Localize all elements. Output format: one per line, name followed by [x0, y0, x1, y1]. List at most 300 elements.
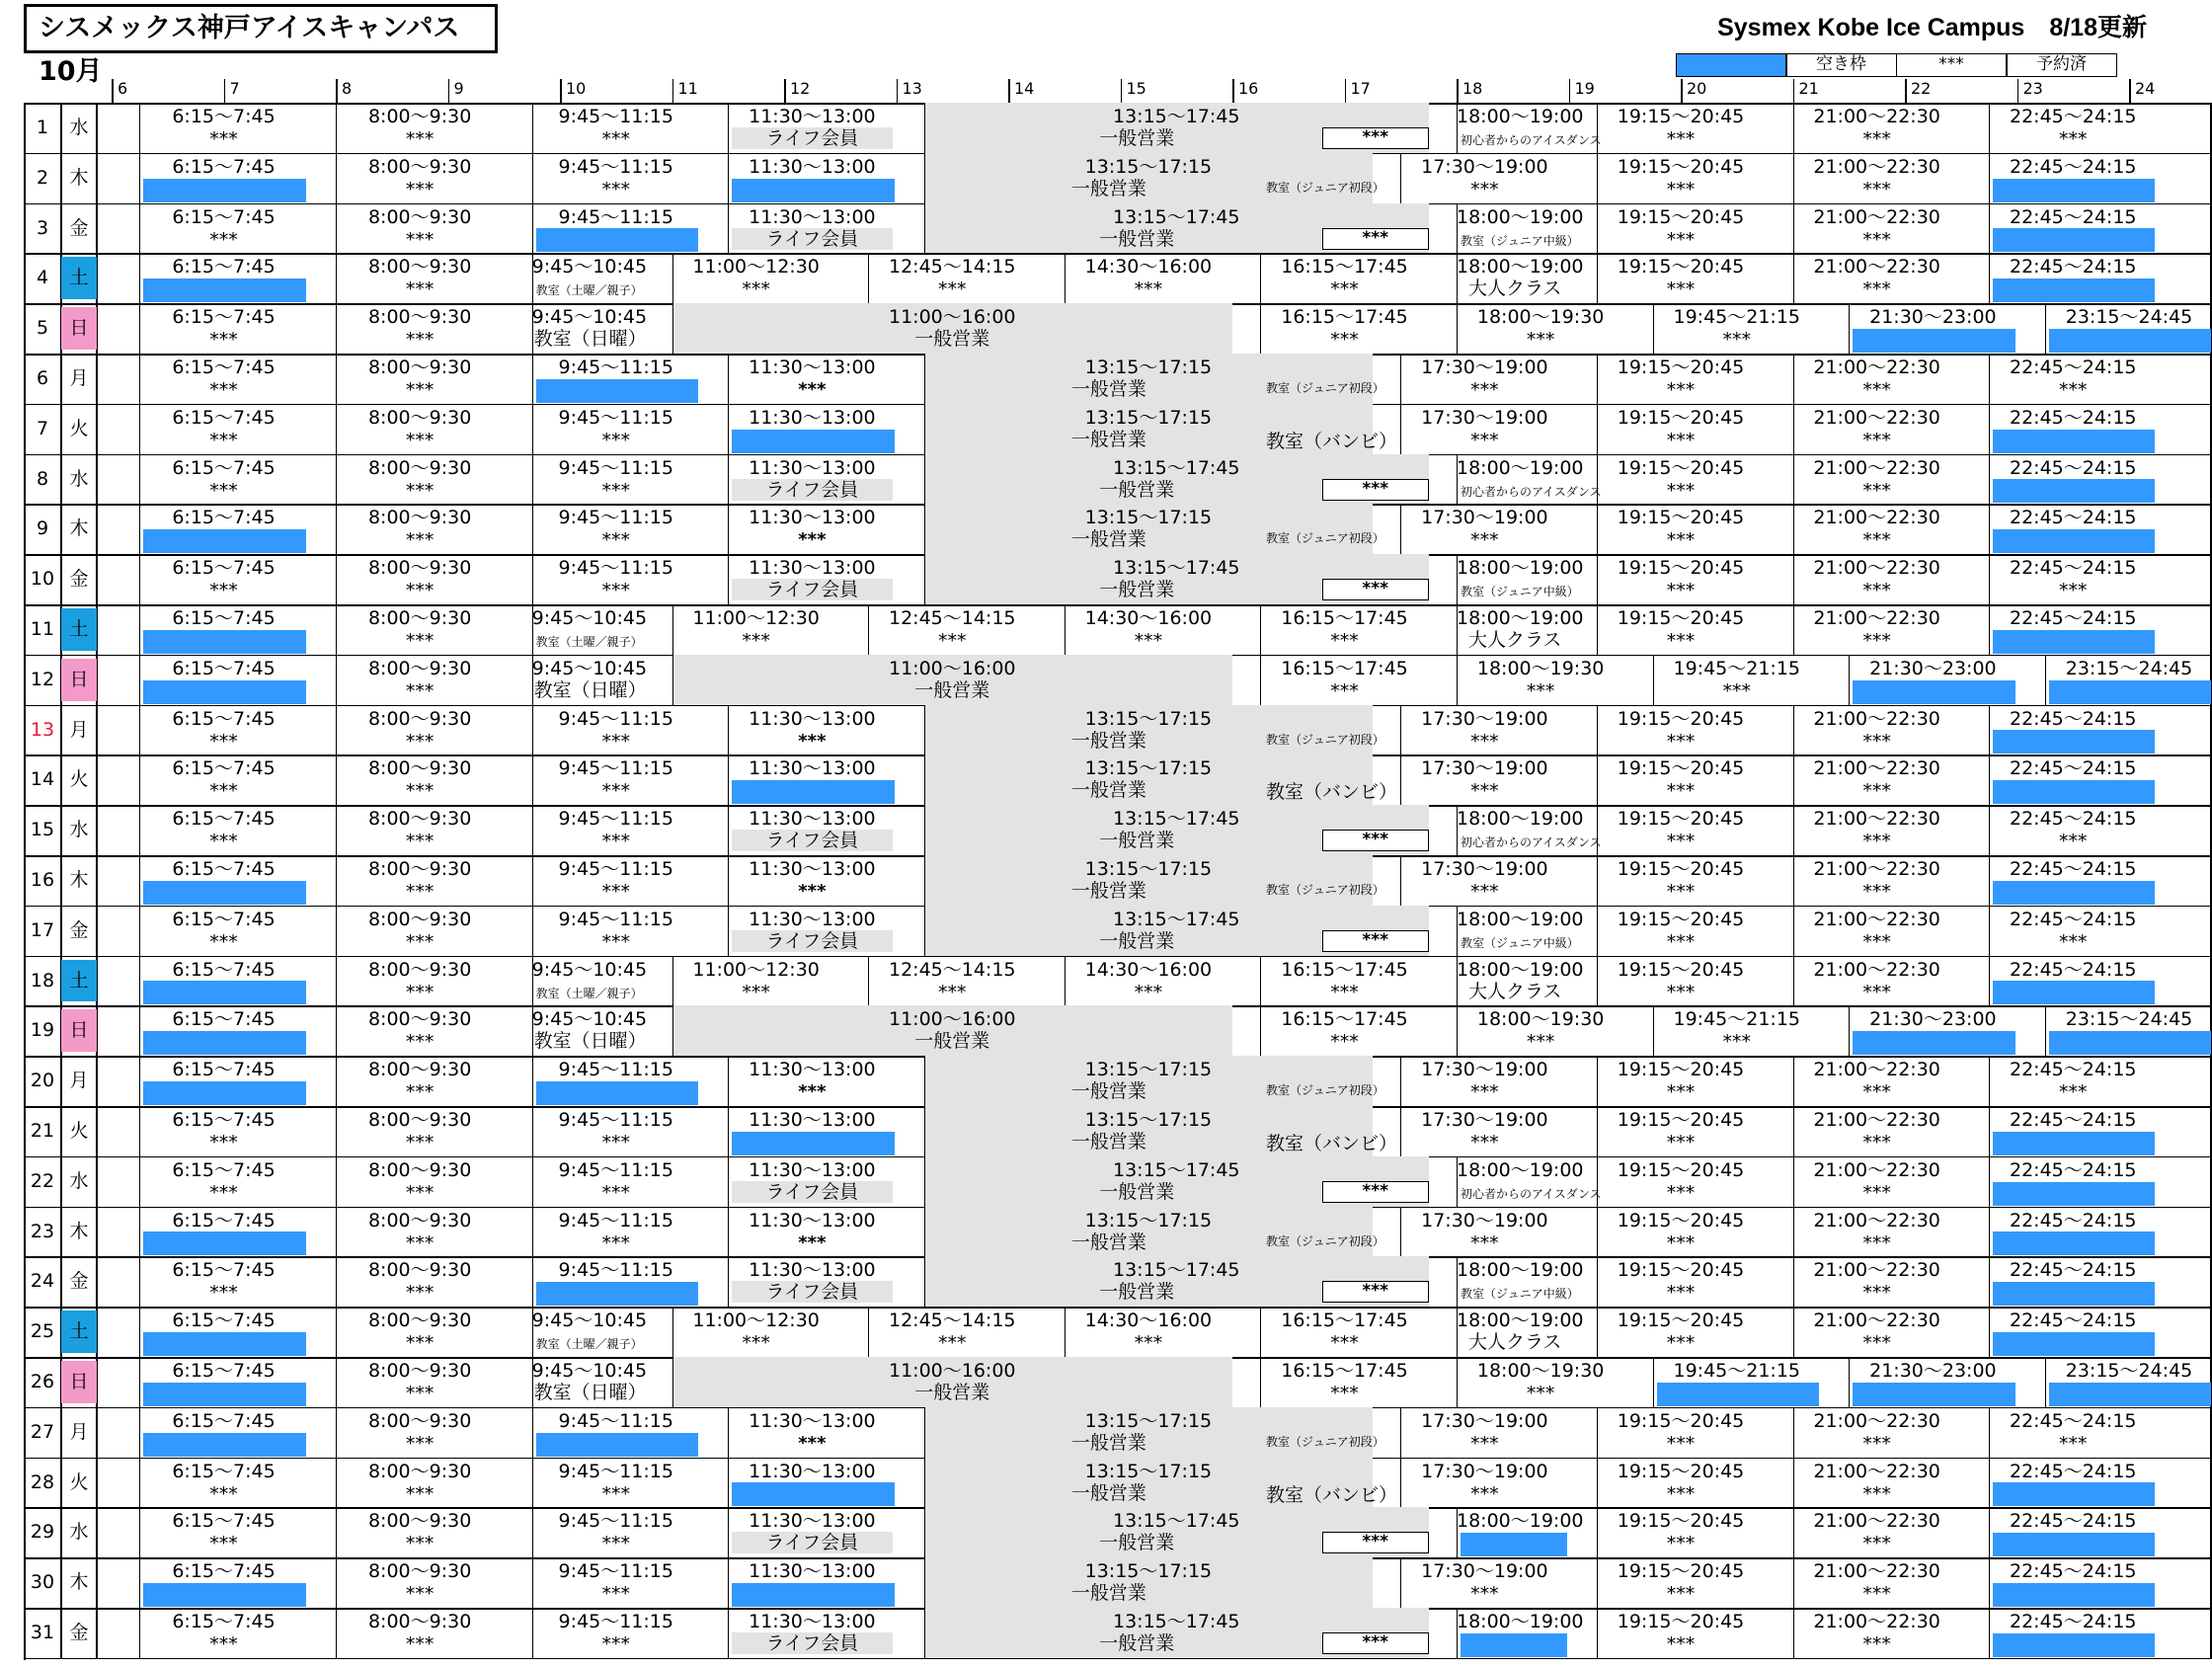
booked-bar	[1993, 1332, 2155, 1356]
slot-stars: ***	[1666, 981, 1696, 1003]
slot-time: 8:00～9:30	[367, 757, 472, 780]
slot-time: 8:00～9:30	[367, 1360, 472, 1382]
slot-time: 6:15～7:45	[172, 306, 276, 329]
slot-stars: ***	[2059, 831, 2088, 853]
slot-time: 9:45～11:15	[558, 1460, 673, 1482]
day-of-week: 金	[69, 918, 89, 941]
slot-time: 17:30～19:00	[1421, 406, 1548, 429]
slot-time: 21:00～22:30	[1813, 1259, 1940, 1282]
slot-time: 11:30～13:00	[749, 1158, 876, 1181]
slot-time: 11:00～12:30	[692, 256, 820, 278]
slot-stars: ***	[938, 1332, 967, 1355]
slot-time: 18:00～19:30	[1476, 1360, 1605, 1382]
hour-tick-line	[336, 79, 338, 103]
booked-bar	[1993, 1583, 2155, 1607]
booked-bar	[1993, 981, 2155, 1004]
slot-time: 22:45～24:15	[2009, 557, 2137, 580]
general-label: 一般営業	[1099, 1281, 1175, 1304]
general-label: 一般営業	[1099, 478, 1175, 501]
booked-bar	[732, 430, 894, 453]
slot-stars: ***	[742, 981, 770, 1003]
slot-time: 19:45～21:15	[1673, 1360, 1800, 1382]
slot-stars: ***	[1666, 178, 1696, 200]
slot-stars: ***	[1666, 630, 1696, 652]
slot-stars: ***	[209, 228, 238, 251]
slot-time: 11:00～16:00	[888, 1360, 1016, 1382]
class-label: 大人クラス	[1468, 980, 1562, 1002]
booked-bar	[732, 1583, 894, 1607]
slot-time: 6:15～7:45	[172, 1510, 276, 1533]
general-label: 一般営業	[1070, 528, 1146, 551]
slot-time: 19:15～20:45	[1617, 958, 1745, 981]
general-label: 一般営業	[914, 678, 990, 701]
day-of-week: 土	[61, 257, 97, 299]
slot-time: 8:00～9:30	[367, 557, 472, 580]
slot-stars: ***	[405, 429, 434, 451]
general-label: 一般営業	[1070, 378, 1146, 400]
slot-stars: ***	[742, 1332, 770, 1355]
slot-stars: ***	[1862, 580, 1891, 602]
slot-time: 11:00～12:30	[692, 958, 820, 981]
slot-stars: ***	[1862, 1432, 1891, 1455]
slot-time: 19:15～20:45	[1617, 1409, 1745, 1432]
slot-time: 22:45～24:15	[2009, 357, 2137, 378]
booked-bar	[1853, 329, 2014, 353]
slot-time: 6:15～7:45	[172, 507, 276, 529]
slot-time: 21:00～22:30	[1813, 1209, 1940, 1231]
slot-time: 9:45～11:15	[558, 1560, 673, 1583]
slot-time: 11:30～13:00	[749, 707, 876, 730]
hour-tick: 7	[229, 79, 240, 98]
slot-stars: ***	[1666, 479, 1696, 502]
slot-stars: ***	[1470, 379, 1499, 401]
slot-stars: ***	[742, 630, 770, 652]
slot-time: 22:45～24:15	[2009, 1109, 2137, 1131]
hour-tick: 21	[1798, 79, 1819, 98]
slot-time: 9:45～11:15	[558, 406, 673, 429]
class-label: 大人クラス	[1468, 278, 1562, 300]
day-number: 1	[36, 117, 49, 138]
slot-time: 6:15～7:45	[172, 1409, 276, 1432]
slot-time: 6:15～7:45	[172, 106, 276, 127]
hour-tick: 6	[118, 79, 128, 98]
slot-time: 13:15～17:45	[1112, 205, 1240, 228]
hour-tick-line	[1681, 79, 1683, 103]
slot-time: 11:30～13:00	[749, 908, 876, 930]
slot-time: 6:15～7:45	[172, 1259, 276, 1282]
booked-bar	[536, 1282, 698, 1306]
slot-time: 6:15～7:45	[172, 1310, 276, 1332]
slot-time: 9:45～11:15	[558, 858, 673, 880]
slot-stars: ***	[601, 178, 630, 200]
reserved-box: ***	[1322, 830, 1429, 851]
slot-stars: ***	[405, 780, 434, 803]
slot-time: 6:15～7:45	[172, 205, 276, 228]
class-label: 初心者からのアイスダンス	[1461, 1186, 1602, 1201]
slot-stars: ***	[938, 278, 967, 301]
booked-bar	[1853, 680, 2014, 704]
booked-bar	[1853, 1383, 2014, 1406]
slot-stars: ***	[1470, 429, 1499, 451]
day-number: 26	[30, 1371, 55, 1392]
slot-stars: ***	[1526, 1383, 1555, 1404]
slot-time: 8:00～9:30	[367, 1310, 472, 1332]
slot-stars: ***	[405, 1633, 434, 1655]
slot-stars: ***	[1862, 1583, 1891, 1606]
slot-time: 19:15～20:45	[1617, 707, 1745, 730]
slot-time: 16:15～17:45	[1281, 657, 1408, 679]
slot-time: 8:00～9:30	[367, 858, 472, 880]
class-label: 教室（ジュニア中級）	[1461, 935, 1579, 950]
class-label: 初心者からのアイスダンス	[1461, 484, 1602, 499]
slot-time: 21:00～22:30	[1813, 1109, 1940, 1131]
slot-time: 9:45～10:45	[531, 1008, 648, 1031]
slot-stars: ***	[1330, 679, 1359, 702]
slot-stars: ***	[1862, 228, 1891, 251]
day-number: 15	[30, 819, 55, 841]
slot-time: 6:15～7:45	[172, 1158, 276, 1181]
slot-stars: ***	[1470, 881, 1499, 903]
booked-bar	[732, 780, 894, 804]
booked-bar	[1993, 630, 2155, 654]
slot-stars: ***	[405, 529, 434, 552]
slot-stars: ***	[1862, 1282, 1891, 1305]
slot-time: 22:45～24:15	[2009, 1259, 2137, 1282]
slot-time: 8:00～9:30	[367, 707, 472, 730]
slot-time: 8:00～9:30	[367, 808, 472, 831]
slot-time: 22:45～24:15	[2009, 106, 2137, 127]
slot-time: 9:45～10:45	[531, 306, 648, 329]
day-of-week: 火	[69, 768, 89, 791]
day-of-week: 日	[61, 659, 97, 701]
slot-stars: ***	[209, 930, 238, 953]
slot-time: 19:15～20:45	[1617, 1510, 1745, 1533]
day-of-week: 日	[61, 1009, 97, 1052]
slot-time: 11:30～13:00	[749, 1209, 876, 1231]
slot-stars: ***	[1470, 780, 1499, 803]
slot-stars: ***	[1470, 1583, 1499, 1606]
slot-stars: ***	[798, 881, 827, 902]
hour-tick-line	[672, 79, 674, 103]
slot-stars: ***	[405, 630, 434, 652]
day-number: 27	[30, 1420, 55, 1443]
slot-time: 22:45～24:15	[2009, 1310, 2137, 1332]
slot-time: 9:45～10:45	[531, 1310, 648, 1332]
slot-stars: ***	[2059, 930, 2088, 953]
slot-stars: ***	[601, 479, 630, 502]
slot-time: 13:15～17:45	[1112, 808, 1240, 831]
slot-time: 8:00～9:30	[367, 1560, 472, 1583]
slot-time: 9:45～11:15	[558, 757, 673, 780]
slot-time: 21:00～22:30	[1813, 808, 1940, 831]
day-of-week: 火	[69, 1120, 89, 1142]
slot-stars: ***	[1722, 329, 1751, 352]
slot-time: 21:00～22:30	[1813, 256, 1940, 278]
slot-stars: ***	[601, 1633, 630, 1655]
hour-tick-line	[784, 79, 786, 103]
slot-time: 9:45～11:15	[558, 557, 673, 580]
day-number: 16	[30, 869, 55, 891]
slot-time: 18:00～19:00	[1457, 808, 1584, 831]
slot-time: 8:00～9:30	[367, 1611, 472, 1632]
class-label: 初心者からのアイスダンス	[1461, 133, 1602, 147]
slot-time: 6:15～7:45	[172, 757, 276, 780]
slot-time: 22:45～24:15	[2009, 155, 2137, 178]
booked-bar	[536, 1433, 698, 1457]
slot-time: 19:15～20:45	[1617, 1059, 1745, 1081]
slot-time: 8:00～9:30	[367, 657, 472, 679]
class-label: 教室（ジュニア初段）	[1266, 1233, 1384, 1248]
general-label: 一般営業	[1099, 1532, 1175, 1554]
slot-stars: ***	[1722, 1031, 1751, 1054]
slot-time: 17:30～19:00	[1421, 1409, 1548, 1432]
slot-time: 18:00～19:00	[1457, 205, 1584, 228]
slot-stars: ***	[209, 1482, 238, 1505]
slot-time: 23:15～24:45	[2065, 1008, 2193, 1031]
booked-bar	[1993, 179, 2155, 202]
slot-stars: ***	[209, 128, 238, 150]
slot-stars: ***	[1666, 580, 1696, 602]
reserved-box: ***	[1322, 1281, 1429, 1303]
slot-time: 6:15～7:45	[172, 357, 276, 378]
booked-bar	[2049, 680, 2211, 704]
slot-time: 14:30～16:00	[1084, 256, 1213, 278]
day-of-week: 土	[61, 960, 97, 1002]
day-of-week: 月	[69, 1420, 89, 1443]
slot-time: 19:15～20:45	[1617, 357, 1745, 378]
booked-bar	[143, 680, 305, 704]
reserved-box: ***	[1322, 579, 1429, 600]
slot-stars: ***	[601, 429, 630, 451]
slot-stars: ***	[1470, 1432, 1499, 1455]
booked-bar	[143, 1231, 305, 1255]
row-line	[24, 1658, 2212, 1660]
booked-bar	[143, 981, 305, 1004]
day-number: 22	[30, 1169, 55, 1192]
slot-time: 22:45～24:15	[2009, 607, 2137, 629]
hour-tick: 22	[1911, 79, 1932, 98]
slot-stars: ***	[1862, 1231, 1891, 1254]
slot-time: 21:30～23:00	[1869, 657, 1997, 679]
slot-time: 21:00～22:30	[1813, 507, 1940, 529]
slot-time: 6:15～7:45	[172, 607, 276, 629]
general-label: 一般営業	[1099, 830, 1175, 852]
slot-time: 21:00～22:30	[1813, 757, 1940, 780]
booked-bar	[536, 379, 698, 403]
slot-time: 19:15～20:45	[1617, 1158, 1745, 1181]
slot-time: 22:45～24:15	[2009, 1611, 2137, 1632]
hour-tick-line	[897, 79, 899, 103]
slot-stars: ***	[798, 1231, 827, 1253]
booked-bar	[1993, 881, 2155, 905]
life-label: ライフ会員	[765, 1532, 859, 1554]
slot-time: 11:00～12:30	[692, 607, 820, 629]
slot-time: 9:45～11:15	[558, 456, 673, 479]
slot-time: 17:30～19:00	[1421, 1560, 1548, 1583]
day-number: 14	[30, 768, 55, 791]
slot-time: 11:30～13:00	[749, 456, 876, 479]
slot-stars: ***	[1526, 679, 1555, 702]
general-label: 一般営業	[1070, 428, 1146, 450]
class-label: 教室（日曜）	[533, 678, 647, 701]
slot-stars: ***	[2059, 580, 2088, 602]
class-label: 教室（ジュニア初段）	[1266, 381, 1384, 395]
day-number: 2	[36, 166, 49, 189]
slot-stars: ***	[405, 881, 434, 903]
class-label: 教室（ジュニア初段）	[1266, 1434, 1384, 1449]
slot-time: 22:45～24:15	[2009, 1560, 2137, 1583]
slot-stars: ***	[405, 930, 434, 953]
slot-stars: ***	[1666, 1081, 1696, 1104]
booked-bar	[1993, 1533, 2155, 1556]
slot-time: 18:00～19:00	[1457, 908, 1584, 930]
day-number: 28	[30, 1470, 55, 1493]
booked-bar	[1993, 479, 2155, 503]
general-label: 一般営業	[1099, 579, 1175, 601]
slot-time: 9:45～11:15	[558, 106, 673, 127]
slot-time: 6:15～7:45	[172, 1008, 276, 1031]
day-number: 6	[36, 367, 49, 389]
slot-time: 6:15～7:45	[172, 456, 276, 479]
reserved-box: ***	[1322, 228, 1429, 250]
general-label: 一般営業	[1099, 127, 1175, 149]
class-label: 教室（ジュニア初段）	[1266, 180, 1384, 195]
slot-time: 9:45～11:15	[558, 908, 673, 930]
slot-stars: ***	[1470, 730, 1499, 753]
class-label: 教室（ジュニア初段）	[1266, 883, 1384, 897]
slot-time: 18:00～19:00	[1457, 1510, 1584, 1533]
slot-time: 22:45～24:15	[2009, 1510, 2137, 1533]
day-number: 30	[30, 1571, 55, 1594]
slot-stars: ***	[405, 981, 434, 1003]
slot-stars: ***	[405, 1132, 434, 1153]
booked-bar	[1993, 1132, 2155, 1155]
day-of-week: 水	[69, 1521, 89, 1544]
slot-time: 8:00～9:30	[367, 256, 472, 278]
slot-time: 16:15～17:45	[1281, 1008, 1408, 1031]
slot-time: 13:15～17:15	[1084, 707, 1213, 730]
slot-stars: ***	[405, 228, 434, 251]
slot-time: 19:15～20:45	[1617, 607, 1745, 629]
booked-bar	[1461, 1633, 1567, 1657]
slot-time: 23:15～24:45	[2065, 306, 2193, 329]
reserved-box: ***	[1322, 479, 1429, 501]
class-label: 教室（ジュニア初段）	[1266, 732, 1384, 747]
booked-bar	[1993, 1282, 2155, 1306]
slot-stars: ***	[1666, 128, 1696, 150]
general-label: 一般営業	[1070, 729, 1146, 752]
slot-time: 11:30～13:00	[749, 155, 876, 178]
slot-time: 8:00～9:30	[367, 106, 472, 127]
slot-stars: ***	[1862, 1482, 1891, 1505]
slot-stars: ***	[209, 780, 238, 803]
slot-stars: ***	[1526, 329, 1555, 352]
slot-stars: ***	[1666, 1533, 1696, 1555]
slot-time: 21:00～22:30	[1813, 908, 1940, 930]
hour-tick-line	[1232, 79, 1234, 103]
slot-stars: ***	[1862, 1533, 1891, 1555]
slot-time: 8:00～9:30	[367, 1158, 472, 1181]
slot-stars: ***	[1470, 1482, 1499, 1505]
slot-stars: ***	[1722, 679, 1751, 702]
slot-time: 8:00～9:30	[367, 1409, 472, 1432]
slot-time: 8:00～9:30	[367, 357, 472, 378]
general-label: 一般営業	[1070, 1582, 1146, 1605]
day-of-week: 日	[61, 1361, 97, 1403]
day-number: 18	[30, 969, 55, 992]
booked-bar	[143, 1383, 305, 1406]
slot-time: 11:00～16:00	[888, 306, 1016, 329]
slot-time: 11:30～13:00	[749, 1460, 876, 1482]
slot-stars: ***	[601, 1533, 630, 1555]
slot-stars: ***	[209, 429, 238, 451]
hour-tick: 14	[1014, 79, 1035, 98]
day-of-week: 木	[69, 517, 89, 540]
slot-stars: ***	[601, 1231, 630, 1254]
slot-stars: ***	[1862, 881, 1891, 903]
life-label: ライフ会員	[765, 127, 859, 149]
slot-time: 19:15～20:45	[1617, 1209, 1745, 1231]
day-of-week: 木	[69, 166, 89, 189]
slot-stars: ***	[405, 1432, 434, 1455]
hour-tick-line	[1569, 79, 1571, 103]
slot-time: 17:30～19:00	[1421, 1109, 1548, 1131]
slot-time: 13:15～17:15	[1084, 858, 1213, 880]
slot-time: 14:30～16:00	[1084, 958, 1213, 981]
booked-bar	[143, 1433, 305, 1457]
booked-bar	[143, 1583, 305, 1607]
slot-time: 18:00～19:00	[1457, 1611, 1584, 1632]
slot-stars: ***	[1666, 1282, 1696, 1305]
slot-stars: ***	[405, 679, 434, 702]
general-label: 一般営業	[1070, 1131, 1146, 1152]
hour-tick: 12	[790, 79, 811, 98]
slot-time: 6:15～7:45	[172, 1611, 276, 1632]
slot-stars: ***	[405, 1181, 434, 1204]
general-label: 一般営業	[914, 1382, 990, 1403]
life-label: ライフ会員	[765, 1180, 859, 1203]
booked-bar	[1993, 1231, 2155, 1255]
slot-stars: ***	[601, 529, 630, 552]
slot-stars: ***	[601, 1132, 630, 1153]
slot-time: 13:15～17:15	[1084, 757, 1213, 780]
slot-time: 23:15～24:45	[2065, 657, 2193, 679]
slot-time: 21:00～22:30	[1813, 1409, 1940, 1432]
slot-time: 21:00～22:30	[1813, 205, 1940, 228]
day-number: 12	[30, 668, 55, 690]
page-title: シスメックス神戸アイスキャンパス 10月	[24, 4, 498, 53]
slot-time: 22:45～24:15	[2009, 908, 2137, 930]
slot-stars: ***	[405, 479, 434, 502]
slot-time: 13:15～17:15	[1084, 1109, 1213, 1131]
slot-stars: ***	[405, 1383, 434, 1404]
legend-stars: ***	[1896, 53, 2008, 77]
slot-time: 21:00～22:30	[1813, 155, 1940, 178]
slot-stars: ***	[1330, 329, 1359, 352]
slot-stars: ***	[1862, 1132, 1891, 1153]
slot-time: 18:00～19:00	[1457, 256, 1584, 278]
slot-time: 22:45～24:15	[2009, 1158, 2137, 1181]
day-of-week: 木	[69, 1220, 89, 1242]
slot-time: 8:00～9:30	[367, 456, 472, 479]
hour-tick: 18	[1462, 79, 1483, 98]
slot-time: 22:45～24:15	[2009, 757, 2137, 780]
slot-time: 11:30～13:00	[749, 1409, 876, 1432]
class-label: 教室（バンビ）	[1266, 1133, 1398, 1154]
day-number: 29	[30, 1521, 55, 1544]
reserved-box: ***	[1322, 930, 1429, 952]
slot-time: 6:15～7:45	[172, 908, 276, 930]
